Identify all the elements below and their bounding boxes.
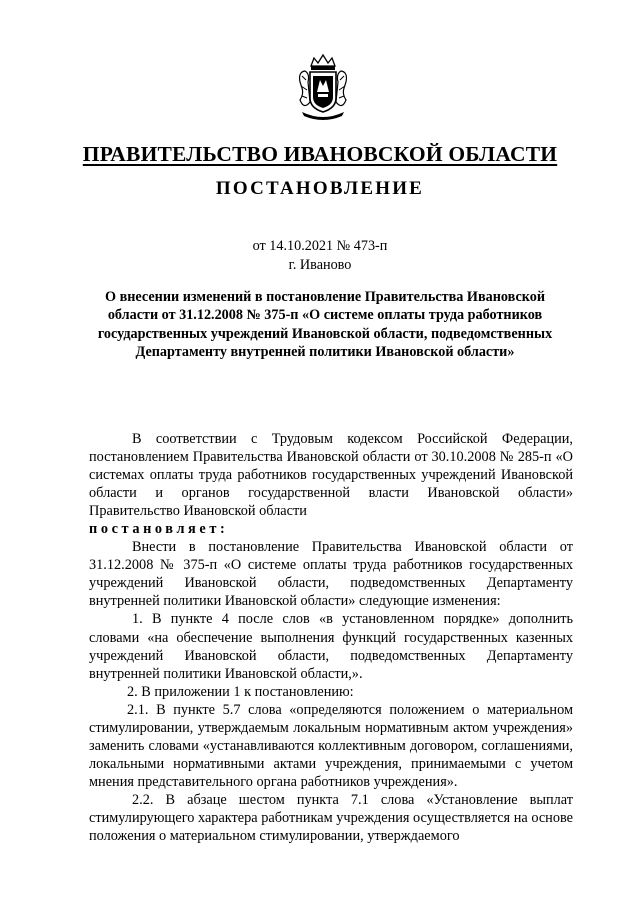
paragraph-amend: Внести в постановление Правительства Ивановской области от 31.12.2008 № 375-п «О системе оплаты труда работников государственных учреждений Ивановской области, подведомственных Департаменту внутренней политики Ивановской области» следующие изменения: <box>89 539 573 610</box>
date-number: от 14.10.2021 № 473-п <box>252 238 388 254</box>
paragraph-item-2-2: 2.2. В абзаце шестом пункта 7.1 слова «Установление выплат стимулирующего характера работникам учреждения осуществляется на основе положения о материальном стимулировании, утверждаемого <box>89 791 573 845</box>
document-subject: О внесении изменений в постановление Правительства Ивановской области от 31.12.2008 № 375-п «О системе оплаты труда работников государственных учреждений Ивановской области, подведомственных Департаменту внутренней политики Ивановской области» <box>97 289 553 360</box>
document-body <box>89 430 573 845</box>
resolution-colon: : <box>219 521 225 538</box>
document-type: ПОСТАНОВЛЕНИЕ <box>215 178 425 199</box>
paragraph-preamble <box>89 430 573 538</box>
coat-of-arms-emblem <box>296 52 350 122</box>
preamble-text: В соответствии с Трудовым кодексом Российской Федерации, постановлением Правительства Ивановской области от 30.10.2008 № 285-п «О системах оплаты труда работников государственных учреждений Ивановской области и органов государственной власти Ивановской области» Правительство Ивановской области <box>89 431 573 520</box>
paragraph-item-1: 1. В пункте 4 после слов «в установленном порядке» дополнить словами «на обеспечение выполнения функций государственных казенных учреждений Ивановской области, подведомственных Департаменту внутренней политики Ивановской области,». <box>89 611 573 682</box>
resolution-keyword: постановляет <box>89 521 220 538</box>
organization-title: ПРАВИТЕЛЬСТВО ИВАНОВСКОЙ ОБЛАСТИ <box>82 142 558 166</box>
paragraph-item-2-1: 2.1. В пункте 5.7 слова «определяются положением о материальном стимулировании, утверждаемым локальным нормативным актом учреждения» заменить словами «устанавливаются коллективным договором, соглашениями, локальными нормативными актами учреждения, принимаемыми с учетом мнения представительного органа работников учреждения». <box>89 701 573 790</box>
paragraph-item-2: 2. В приложении 1 к постановлению: <box>127 683 354 700</box>
city: г. Иваново <box>288 257 352 273</box>
